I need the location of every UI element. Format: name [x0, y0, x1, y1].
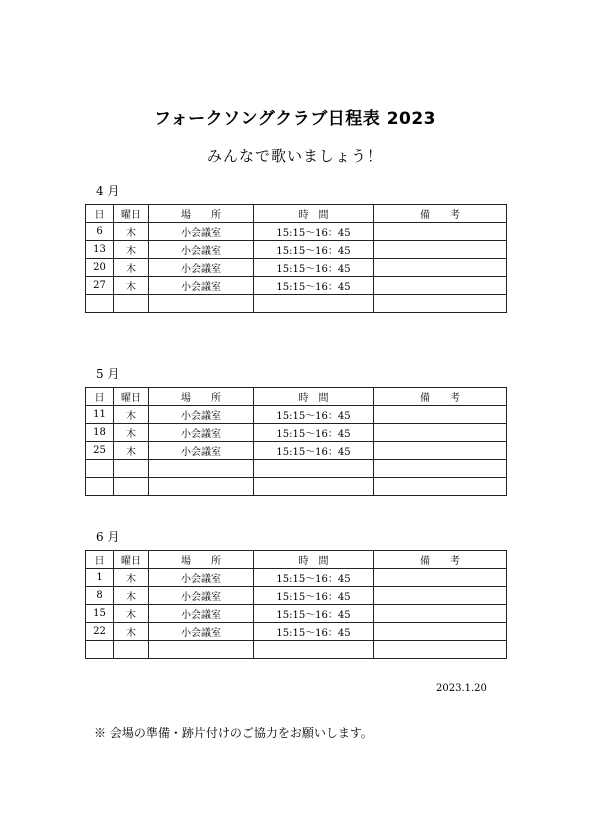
month-label-april: 4 月 — [96, 184, 120, 198]
cell-note — [374, 406, 507, 424]
cell-time: 15:15～16：45 — [254, 241, 374, 259]
cell-day — [86, 295, 114, 313]
header-day: 日 — [86, 388, 114, 406]
table-row — [86, 442, 507, 460]
cell-time: 15:15～16：45 — [254, 223, 374, 241]
cell-time — [254, 641, 374, 659]
cell-dow: 木 — [114, 587, 149, 605]
cell-day: 27 — [86, 277, 114, 295]
cell-dow — [114, 460, 149, 478]
cell-place: 小会議室 — [149, 277, 254, 295]
cell-time: 15:15～16：45 — [254, 623, 374, 641]
cell-time: 15:15～16：45 — [254, 277, 374, 295]
cell-dow: 木 — [114, 223, 149, 241]
month-label-may: 5 月 — [96, 367, 120, 381]
cell-note — [374, 223, 507, 241]
cell-day: 1 — [86, 569, 114, 587]
cell-day: 20 — [86, 259, 114, 277]
cell-day: 15 — [86, 605, 114, 623]
table-row — [86, 406, 507, 424]
cell-note — [374, 295, 507, 313]
cell-day — [86, 460, 114, 478]
cell-time: 15:15～16：45 — [254, 587, 374, 605]
cell-dow: 木 — [114, 241, 149, 259]
cell-place: 小会議室 — [149, 406, 254, 424]
cell-day: 13 — [86, 241, 114, 259]
cell-note — [374, 623, 507, 641]
cell-dow: 木 — [114, 259, 149, 277]
cell-note — [374, 277, 507, 295]
cell-place: 小会議室 — [149, 605, 254, 623]
cell-note — [374, 460, 507, 478]
header-dow: 曜日 — [114, 205, 149, 223]
cell-time: 15:15～16：45 — [254, 442, 374, 460]
table-row — [86, 587, 507, 605]
table-row — [86, 277, 507, 295]
cell-time: 15:15～16：45 — [254, 424, 374, 442]
page-subtitle: みんなで歌いましょう！ — [206, 147, 383, 165]
cell-place — [149, 641, 254, 659]
cell-day: 18 — [86, 424, 114, 442]
cell-place: 小会議室 — [149, 569, 254, 587]
table-header-row — [86, 388, 507, 406]
cell-day — [86, 478, 114, 496]
header-note: 備 考 — [374, 551, 507, 569]
header-note: 備 考 — [374, 205, 507, 223]
header-dow: 曜日 — [114, 551, 149, 569]
cell-dow: 木 — [114, 569, 149, 587]
table-header-row — [86, 205, 507, 223]
table-row — [86, 241, 507, 259]
cell-place: 小会議室 — [149, 241, 254, 259]
cell-dow: 木 — [114, 277, 149, 295]
month-label-june: 6 月 — [96, 530, 120, 544]
header-place: 場 所 — [149, 551, 254, 569]
cell-day: 22 — [86, 623, 114, 641]
footnote: ※ 会場の準備・跡片付けのご協力をお願いします。 — [94, 726, 373, 740]
header-time: 時 間 — [254, 551, 374, 569]
cell-note — [374, 259, 507, 277]
cell-place: 小会議室 — [149, 587, 254, 605]
cell-note — [374, 241, 507, 259]
cell-time: 15:15～16：45 — [254, 569, 374, 587]
cell-note — [374, 424, 507, 442]
cell-place: 小会議室 — [149, 442, 254, 460]
cell-note — [374, 442, 507, 460]
cell-time — [254, 478, 374, 496]
header-day: 日 — [86, 551, 114, 569]
table-row — [86, 295, 507, 313]
cell-note — [374, 605, 507, 623]
table-row — [86, 460, 507, 478]
table-row — [86, 478, 507, 496]
header-place: 場 所 — [149, 388, 254, 406]
header-time: 時 間 — [254, 388, 374, 406]
cell-note — [374, 587, 507, 605]
cell-dow — [114, 295, 149, 313]
cell-dow: 木 — [114, 406, 149, 424]
header-day: 日 — [86, 205, 114, 223]
table-row — [86, 259, 507, 277]
cell-place: 小会議室 — [149, 223, 254, 241]
page-title: フォークソングクラブ日程表 2023 — [153, 109, 437, 129]
cell-place: 小会議室 — [149, 259, 254, 277]
cell-day: 6 — [86, 223, 114, 241]
cell-place: 小会議室 — [149, 424, 254, 442]
cell-note — [374, 569, 507, 587]
schedule-table-may — [85, 387, 507, 496]
cell-dow: 木 — [114, 605, 149, 623]
table-row — [86, 223, 507, 241]
cell-day: 25 — [86, 442, 114, 460]
cell-day — [86, 641, 114, 659]
table-row — [86, 424, 507, 442]
table-row — [86, 569, 507, 587]
schedule-table-june — [85, 550, 507, 659]
header-time: 時 間 — [254, 205, 374, 223]
cell-time: 15:15～16：45 — [254, 406, 374, 424]
cell-place: 小会議室 — [149, 623, 254, 641]
cell-dow — [114, 641, 149, 659]
cell-note — [374, 641, 507, 659]
cell-time: 15:15～16：45 — [254, 259, 374, 277]
cell-time — [254, 460, 374, 478]
cell-dow: 木 — [114, 442, 149, 460]
cell-dow — [114, 478, 149, 496]
table-row — [86, 605, 507, 623]
schedule-table-april — [85, 204, 507, 313]
cell-time — [254, 295, 374, 313]
cell-dow: 木 — [114, 424, 149, 442]
table-header-row — [86, 551, 507, 569]
table-row — [86, 641, 507, 659]
cell-place — [149, 460, 254, 478]
cell-day: 8 — [86, 587, 114, 605]
cell-note — [374, 478, 507, 496]
cell-place — [149, 295, 254, 313]
cell-place — [149, 478, 254, 496]
table-row — [86, 623, 507, 641]
header-place: 場 所 — [149, 205, 254, 223]
header-note: 備 考 — [374, 388, 507, 406]
header-dow: 曜日 — [114, 388, 149, 406]
document-date: 2023.1.20 — [436, 683, 487, 694]
cell-day: 11 — [86, 406, 114, 424]
cell-time: 15:15～16：45 — [254, 605, 374, 623]
cell-dow: 木 — [114, 623, 149, 641]
